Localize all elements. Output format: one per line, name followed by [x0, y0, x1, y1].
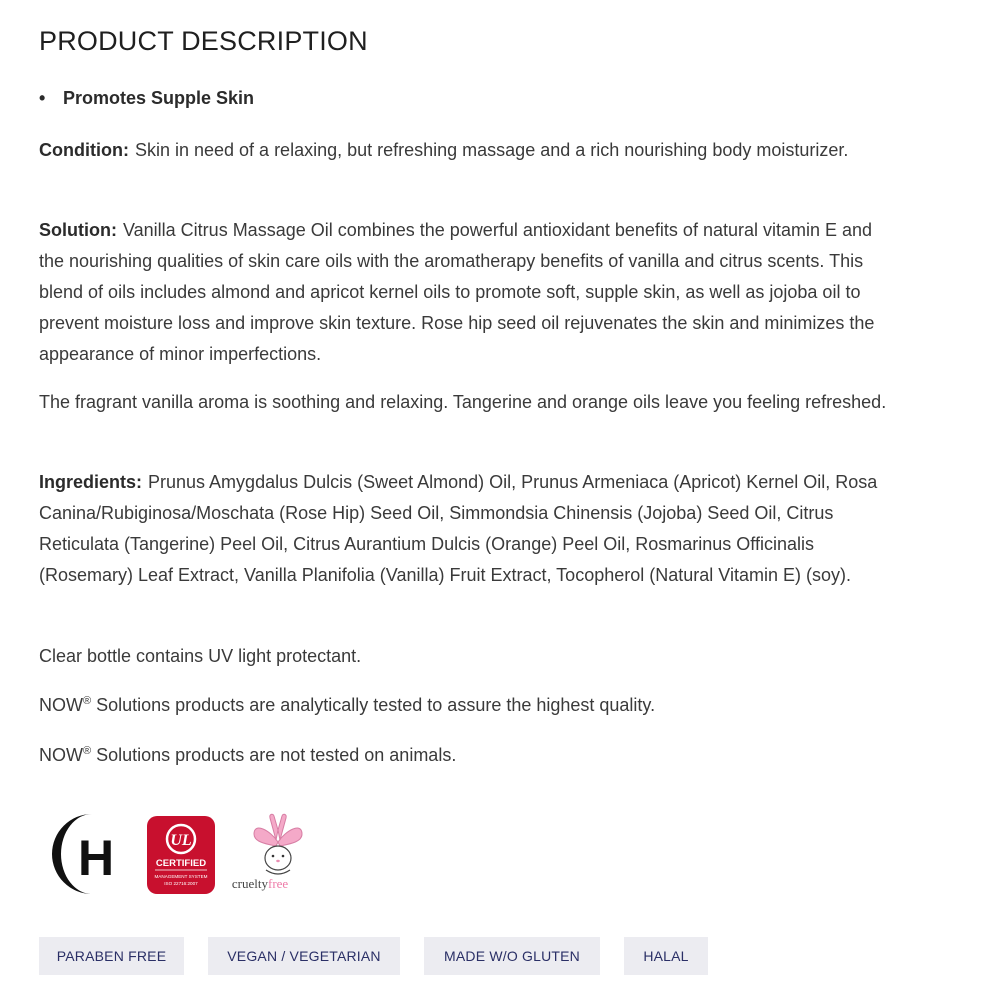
cruelty-word: cruelty: [231, 876, 268, 891]
bullet-dot: •: [39, 88, 46, 108]
ul-line1: MANAGEMENT SYSTEM: [154, 874, 208, 879]
solution-text: Vanilla Citrus Massage Oil combines the powerful antioxidant benefits of natural vitamin E and the nourishing qualities of skin care oils with the aromatherapy benefits of vanilla and citrus scents. This blend of oils includes almond and apricot kernel oils to promote soft, supple skin, as well as jojoba oil to prevent moisture loss and improve skin texture. Rose hip seed oil rejuvenates the skin and minimizes the appearance of minor imperfections.: [39, 220, 875, 364]
condition-label: Condition:: [39, 140, 129, 160]
bullet-text: Promotes Supple Skin: [63, 88, 255, 108]
brand-name: NOW: [39, 695, 83, 715]
ul-certified-text: CERTIFIED: [155, 858, 207, 869]
kosher-ch-icon: [52, 812, 120, 896]
registered-mark: ®: [83, 745, 92, 757]
ingredients-paragraph: [39, 467, 899, 591]
ul-certified-icon: [147, 816, 215, 894]
tag-vegan-vegetarian: VEGAN / VEGETARIAN: [208, 937, 400, 975]
ingredients-label: Ingredients:: [39, 472, 143, 492]
solution-label: Solution:: [39, 220, 117, 240]
solution-paragraph: [39, 215, 899, 370]
bottle-paragraph: Clear bottle contains UV light protectant.: [39, 646, 362, 666]
ingredients-text: Prunus Amygdalus Dulcis (Sweet Almond) Oil, Prunus Armeniaca (Apricot) Kernel Oil, Rosa Canina/Rubiginosa/Moschata (Rose Hip) Seed Oil, Simmondsia Chinensis (Jojoba) Seed Oil, Citrus Reticulata (Tangerine) Peel Oil, Citrus Aurantium Dulcis (Orange) Peel Oil, Rosmarinus Officinalis (Rosemary) Leaf Extract, Vanilla Planifolia (Vanilla) Fruit Extract, Tocopherol (Natural Vitamin E) (soy).: [39, 472, 878, 585]
certification-logos: [52, 812, 332, 896]
ul-mark: UL: [170, 832, 192, 849]
animal-testing-paragraph: [39, 740, 899, 771]
tag-paraben-free: PARABEN FREE: [39, 937, 184, 975]
bullet-item: [39, 88, 254, 109]
condition-text: Skin in need of a relaxing, but refreshing massage and a rich nourishing body moisturizer.: [134, 140, 849, 160]
fragrance-paragraph: The fragrant vanilla aroma is soothing and relaxing. Tangerine and orange oils leave you feeling refreshed.: [39, 392, 887, 412]
tag-halal: HALAL: [624, 937, 708, 975]
condition-paragraph: [39, 135, 899, 166]
section-heading: PRODUCT DESCRIPTION: [39, 26, 368, 56]
bunny-icon: [231, 812, 316, 896]
registered-mark: ®: [83, 695, 92, 707]
kosher-letter: H: [77, 830, 115, 886]
quality-text: Solutions products are analytically tested to assure the highest quality.: [91, 695, 656, 715]
ul-line2: ISO 22716:2007: [164, 881, 198, 886]
animal-text: Solutions products are not tested on animals.: [91, 745, 457, 765]
tag-made-without-gluten: MADE W/O GLUTEN: [424, 937, 600, 975]
free-word: free: [268, 876, 289, 891]
quality-paragraph: [39, 690, 899, 721]
brand-name: NOW: [39, 745, 83, 765]
